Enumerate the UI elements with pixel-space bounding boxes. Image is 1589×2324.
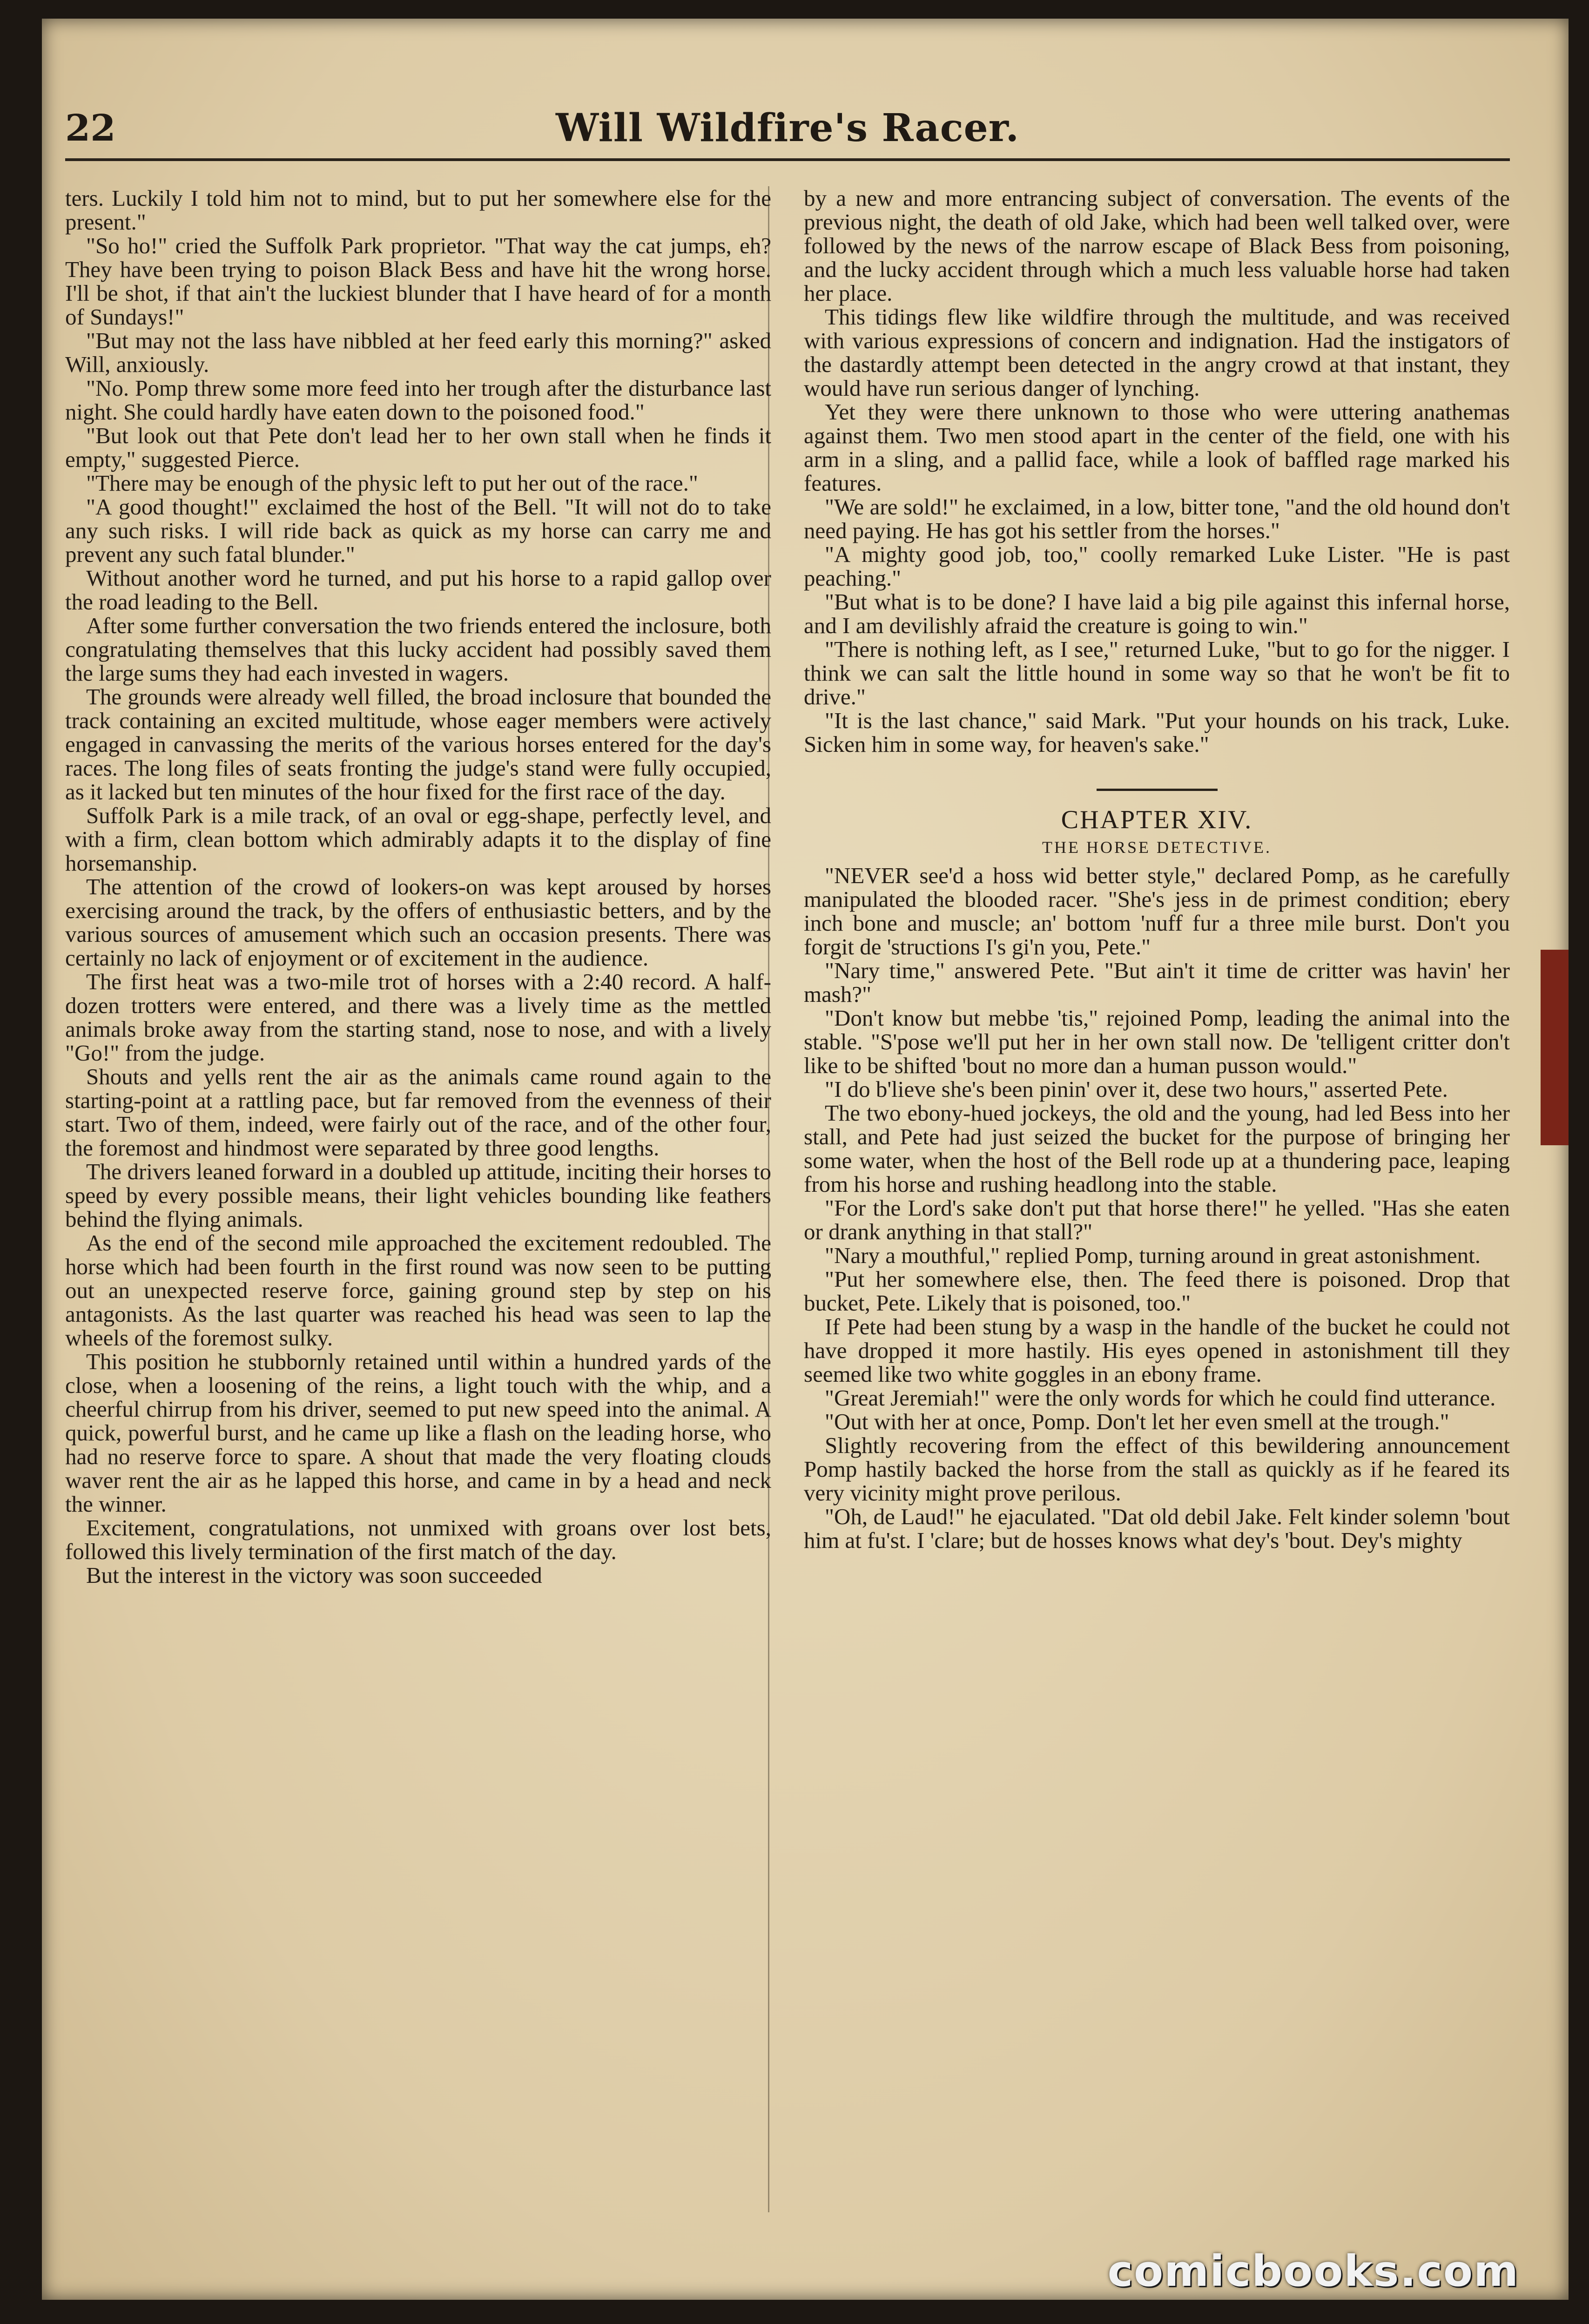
paragraph: "Out with her at once, Pomp. Don't let her even smell at the trough." [825,1409,1449,1434]
paragraph: "We are sold!" he exclaimed, in a low, bitter tone, "and the old hound don't need paying. He has got his settler from the horses." [804,494,1510,543]
paragraph: "Great Jeremiah!" were the only words for which he could find utterance. [825,1385,1496,1411]
paragraph: "It is the last chance," said Mark. "Put your hounds on his track, Luke. Sicken him in some way, for heaven's sake." [804,708,1510,757]
paragraph: Excitement, congratulations, not unmixed with groans over lost bets, followed this lively termination of the first match of the day. [65,1515,771,1564]
paragraph: But the interest in the victory was soon succeeded [86,1562,542,1588]
paragraph: Yet they were there unknown to those who were uttering anathemas against them. Two men stood apart in the center of the field, one with his arm in a sling, and a pallid face, while a look of baffled rage marked his features. [804,399,1510,496]
paragraph: As the end of the second mile approached the excitement redoubled. The horse which had been fourth in the first round was now seen to be putting out an unexpected reserve force, gaining ground step by step on his antagonists. As the last quarter was reached his head was seen to lap the wheels of the foremost sulky. [65,1230,771,1351]
chapter-rule [1097,789,1218,791]
paragraph: "Nary time," answered Pete. "But ain't it time de critter was havin' her mash?" [804,958,1510,1007]
paragraph: The grounds were already well filled, the broad inclosure that bounded the track containing an excited multitude, whose eager members were actively engaged in canvassing the merits of the various horses entered for the day's races. The long files of seats fronting the judge's stand were fully occupied, as it lacked but ten minutes of the hour fixed for the first race of the day. [65,684,771,804]
paragraph: "There is nothing left, as I see," returned Luke, "but to go for the nigger. I think we can salt the little hound in some way so that he won't be fit to drive." [804,636,1510,709]
paragraph: "NEVER see'd a hoss wid better style," declared Pomp, as he carefully manipulated the blooded racer. "She's jess in de primest condition; ebery inch bone and muscle; an' bottom 'nuff fur a three mile burst. Don't you forgit de 'structions I's gi'n you, Pete." [804,863,1510,959]
paragraph: "No. Pomp threw some more feed into her trough after the disturbance last night. She could hardly have eaten down to the poisoned food." [65,375,771,425]
paragraph: The first heat was a two-mile trot of horses with a 2:40 record. A half-dozen trotters were entered, and there was a lively time as the mettled animals broke away from the starting stand, nose to nose, and with a lively "Go!" from the judge. [65,969,771,1066]
paragraph: "Nary a mouthful," replied Pomp, turning around in great astonishment. [825,1243,1481,1268]
paragraph: Suffolk Park is a mile track, of an oval or egg-shape, perfectly level, and with a firm, clean bottom which admirably adapts it to the display of fine horsemanship. [65,803,771,876]
paragraph: If Pete had been stung by a wasp in the handle of the bucket he could not have dropped it more hastily. His eyes opened in astonishment till they seemed like two white goggles in an ebony frame. [804,1314,1510,1387]
running-title: Will Wildfire's Racer. [555,106,1020,150]
paragraph: The attention of the crowd of lookers-on was kept aroused by horses exercising around the track, by the offers of enthusiastic betters, and by the various sources of amusement which such an occasion presents. There was certainly no lack of enjoyment or of excitement in the audience. [65,874,771,971]
paragraph: "But look out that Pete don't lead her to her own stall when he finds it empty," suggested Pierce. [65,423,771,472]
paragraph: The drivers leaned forward in a doubled up attitude, inciting their horses to speed by every possible means, their light vehicles bounding like feathers behind the flying animals. [65,1159,771,1232]
paragraph: "A mighty good job, too," coolly remarked Luke Lister. "He is past peaching." [804,541,1510,591]
paragraph: This position he stubbornly retained until within a hundred yards of the close, when a loosening of the reins, a light touch with the whip, and a cheerful chirrup from his driver, seemed to put new speed into the animal. A quick, powerful burst, and he came up like a flash on the leading horse, who had no reserve force to spare. A shout that made the very floating clouds waver rent the air as he lapped this horse, and came in by a head and neck the winner. [65,1349,771,1517]
paragraph: ters. Luckily I told him not to mind, but to put her somewhere else for the present." [65,186,771,235]
paragraph: Shouts and yells rent the air as the animals came round again to the starting-point at a rattling pace, but far removed from the evenness of their start. Two of them, indeed, were fairly out of the race, and of the other four, the foremost and hindmost were separated by three good lengths. [65,1064,771,1161]
page-number: 22 [65,107,116,149]
paragraph: "Oh, de Laud!" he ejaculated. "Dat old debil Jake. Felt kinder solemn 'bout him at fu'st. I 'clare; but de hosses knows what dey's 'bout. Dey's mighty [804,1504,1510,1553]
paragraph: "I do b'lieve she's been pinin' over it, dese two hours," asserted Pete. [825,1076,1448,1102]
chapter-subtitle: THE HORSE DETECTIVE. [1042,838,1272,857]
paragraph: "But may not the lass have nibbled at her feed early this morning?" asked Will, anxiously. [65,328,771,377]
paragraph: "There may be enough of the physic left to put her out of the race." [86,470,698,496]
text-columns [65,186,1510,2217]
left-column [65,186,771,2217]
paragraph: "Put her somewhere else, then. The feed there is poisoned. Drop that bucket, Pete. Likely that is poisoned, too." [804,1266,1510,1316]
page-header [65,98,1510,161]
paragraph: The two ebony-hued jockeys, the old and the young, had led Bess into her stall, and Pete had just seized the bucket for the purpose of bringing her some water, when the host of the Bell rode up at a thundering pace, leaping from his horse and rushing headlong into the stable. [804,1100,1510,1197]
paragraph: Slightly recovering from the effect of this bewildering announcement Pomp hastily backed the horse from the stall as quickly as if he feared its very vicinity might prove perilous. [804,1432,1510,1506]
watermark-logo: comicbooks.com [1107,2246,1519,2296]
paragraph: "So ho!" cried the Suffolk Park proprietor. "That way the cat jumps, eh? They have been trying to poison Black Bess and have hit the wrong horse. I'll be shot, if that ain't the luckiest blunder that I have heard of for a month of Sundays!" [65,233,771,330]
paragraph: by a new and more entrancing subject of conversation. The events of the previous night, the death of old Jake, which had been well talked over, were followed by the news of the narrow escape of Black Bess from poisoning, and the lucky accident through which a much less valuable horse had taken her place. [804,186,1510,306]
paragraph: This tidings flew like wildfire through the multitude, and was received with various expressions of concern and indignation. Had the instigators of the dastardly attempt been detected in the angry crowd at that instant, they would have run serious danger of lynching. [804,304,1510,401]
chapter-heading: CHAPTER XIV. [1061,805,1253,834]
paragraph: "But what is to be done? I have laid a big pile against this infernal horse, and I am devilishly afraid the creature is going to win." [804,589,1510,638]
paragraph: After some further conversation the two friends entered the inclosure, both congratulating themselves that this lucky accident had possibly saved them the large sums they had each invested in wagers. [65,613,771,686]
page-edge-stain [1541,950,1569,1145]
paragraph: "Don't know but mebbe 'tis," rejoined Pomp, leading the animal into the stable. "S'pose we'll put her in her own stall now. De 'telligent critter don't like to be shifted 'bout no more dan a human pusson would." [804,1005,1510,1078]
paragraph: "For the Lord's sake don't put that horse there!" he yelled. "Has she eaten or drank anything in that stall?" [804,1195,1510,1244]
paragraph: Without another word he turned, and put his horse to a rapid gallop over the road leading to the Bell. [65,565,771,615]
paragraph: "A good thought!" exclaimed the host of the Bell. "It will not do to take any such risks. I will ride back as quick as my horse can carry me and prevent any such fatal blunder." [65,494,771,567]
right-column [804,186,1510,2217]
